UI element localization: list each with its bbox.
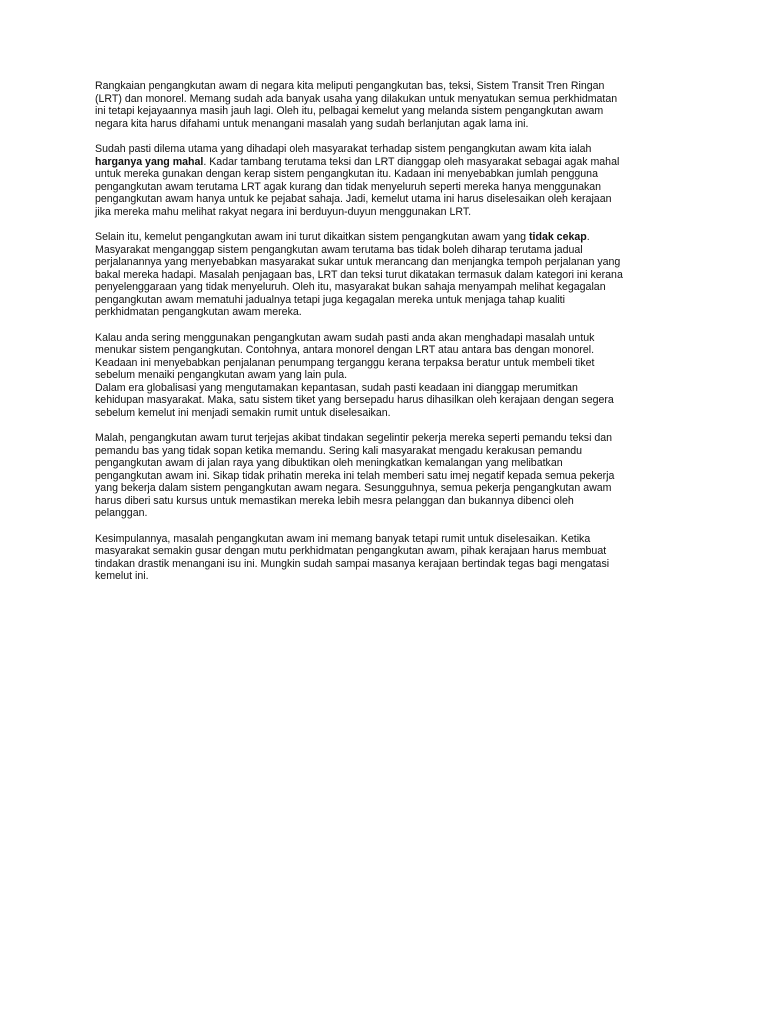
text-line: yang bekerja dalam sistem pengangkutan awam negara. Sesungguhnya, semua pekerja pengangkutan awam bbox=[95, 482, 612, 494]
text-line: Malah, pengangkutan awam turut terjejas akibat tindakan segelintir pekerja mereka seperti pemandu teksi dan bbox=[95, 432, 613, 444]
text-line: jika mereka mahu melihat rakyat negara ini berduyun-duyun menggunakan LRT. bbox=[95, 205, 472, 218]
text-line: tindakan drastik menangani isu ini. Mungkin sudah sampai masanya kerajaan bertindak tegas bagi mengatasi bbox=[95, 557, 610, 570]
text-line: pengangkutan awam ini. Sikap tidak prihatin mereka ini telah memberi satu imej negatif kepada semua pekerja bbox=[95, 469, 615, 482]
text-line: untuk mereka gunakan dengan kerap sistem pengangkutan itu. Kadaan ini menyebabkan jumlah pengguna bbox=[95, 168, 598, 180]
text-line: (LRT) dan monorel. Memang sudah ada banyak usaha yang dilakukan untuk menyatukan semua perkhidmatan bbox=[95, 92, 618, 105]
text-line: Keadaan ini menyebabkan penjalanan penumpang terganggu kerana terpaksa beratur untuk membeli tiket bbox=[95, 356, 595, 369]
text-line: ini tetapi kejayaannya masih jauh lagi. Oleh itu, pelbagai kemelut yang melanda sistem pengangkutan awam bbox=[95, 105, 604, 117]
text-line: perkhidmatan pengangkutan awam mereka. bbox=[95, 306, 302, 318]
text-line: kehidupan masyarakat. Maka, satu sistem tiket yang bersepadu harus dihasilkan oleh kerajaan dengan segera bbox=[95, 394, 614, 406]
text-line: Dalam era globalisasi yang mengutamakan kepantasan, sudah pasti keadaan ini dianggap merumitkan bbox=[95, 381, 578, 394]
text-line-mixed bbox=[95, 231, 675, 244]
paragraph-ticketing bbox=[95, 332, 675, 420]
text-line: Masyarakat menganggap sistem pengangkutan awam terutama bas tidak boleh diharap terutama jadual bbox=[95, 243, 583, 256]
text-line: penyelenggaraan yang tidak menyeluruh. Oleh itu, masyarakat bukan sahaja menyampah melihat kegagalan bbox=[95, 281, 606, 293]
text-fragment: . Kadar tambang terutama teksi dan LRT dianggap oleh masyarakat sebagai agak mahal bbox=[203, 155, 620, 168]
text-line: Sudah pasti dilema utama yang dihadapi oleh masyarakat terhadap sistem pengangkutan awam kita ialah bbox=[95, 143, 592, 155]
bold-phrase: tidak cekap bbox=[529, 231, 587, 243]
text-line: pelanggan. bbox=[95, 507, 148, 519]
text-line: masyarakat semakin gusar dengan mutu perkhidmatan pengangkutan awam, pihak kerajaan harus membuat bbox=[95, 545, 607, 557]
document-body bbox=[95, 80, 675, 596]
text-line: perjalanannya yang menyebabkan masyarakat sukar untuk merancang dan menjangka tempoh perjalanan yang bbox=[95, 256, 621, 268]
text-line: sebelum menaiki pengangkutan awam yang lain pula. bbox=[95, 369, 348, 381]
text-line: pengangkutan awam di jalan raya yang dibuktikan oleh meningkatkan kemalangan yang melibatkan bbox=[95, 457, 563, 469]
text-line: sebelum kemelut ini menjadi semakin rumit untuk diselesaikan. bbox=[95, 406, 391, 419]
text-line-mixed bbox=[95, 156, 675, 169]
text-line: pemandu bas yang tidak sopan ketika memandu. Sering kali masyarakat mengadu kerakusan pemandu bbox=[95, 444, 583, 457]
text-fragment: . bbox=[586, 231, 590, 243]
text-line: Kesimpulannya, masalah pengangkutan awam ini memang banyak tetapi rumit untuk diselesaikan. Ketika bbox=[95, 532, 591, 545]
text-line: menukar sistem pengangkutan. Contohnya, antara monorel dengan LRT atau antara bas dengan monorel. bbox=[95, 344, 595, 356]
text-fragment: Selain itu, kemelut pengangkutan awam ini turut dikaitkan sistem pengangkutan awam yang bbox=[95, 231, 530, 243]
text-line: Rangkaian pengangkutan awam di negara kita meliputi pengangkutan bas, teksi, Sistem Transit Tren Ringan bbox=[95, 80, 605, 92]
paragraph-conclusion bbox=[95, 533, 675, 583]
text-line: pengangkutan awam mematuhi jadualnya tetapi juga kegagalan mereka untuk menjaga tahap kualiti bbox=[95, 293, 565, 306]
bold-phrase: harganya yang mahal bbox=[95, 155, 204, 168]
text-line: negara kita harus difahami untuk menangani masalah yang sudah berlanjutan agak lama ini. bbox=[95, 117, 529, 130]
text-line: pengangkutan awam terutama LRT agak kurang dan tidak menyeluruh seperti mereka hanya menggunakan bbox=[95, 180, 602, 193]
paragraph-workers bbox=[95, 432, 675, 520]
text-line: harus diberi satu kursus untuk memastikan mereka lebih mesra pelanggan dan bukannya dibenci oleh bbox=[95, 494, 574, 507]
text-line: pengangkutan awam hanya untuk ke pejabat sahaja. Jadi, kemelut utama ini harus diselesaikan oleh kerajaan bbox=[95, 193, 612, 205]
paragraph-efficiency bbox=[95, 231, 675, 319]
text-line: Kalau anda sering menggunakan pengangkutan awam sudah pasti anda akan menghadapi masalah untuk bbox=[95, 331, 595, 344]
text-line: bakal mereka hadapi. Masalah penjagaan bas, LRT dan teksi turut dikatakan termasuk dalam kategori ini kerana bbox=[95, 268, 623, 281]
text-line: kemelut ini. bbox=[95, 570, 149, 582]
paragraph-intro bbox=[95, 80, 675, 130]
paragraph-cost bbox=[95, 143, 675, 218]
